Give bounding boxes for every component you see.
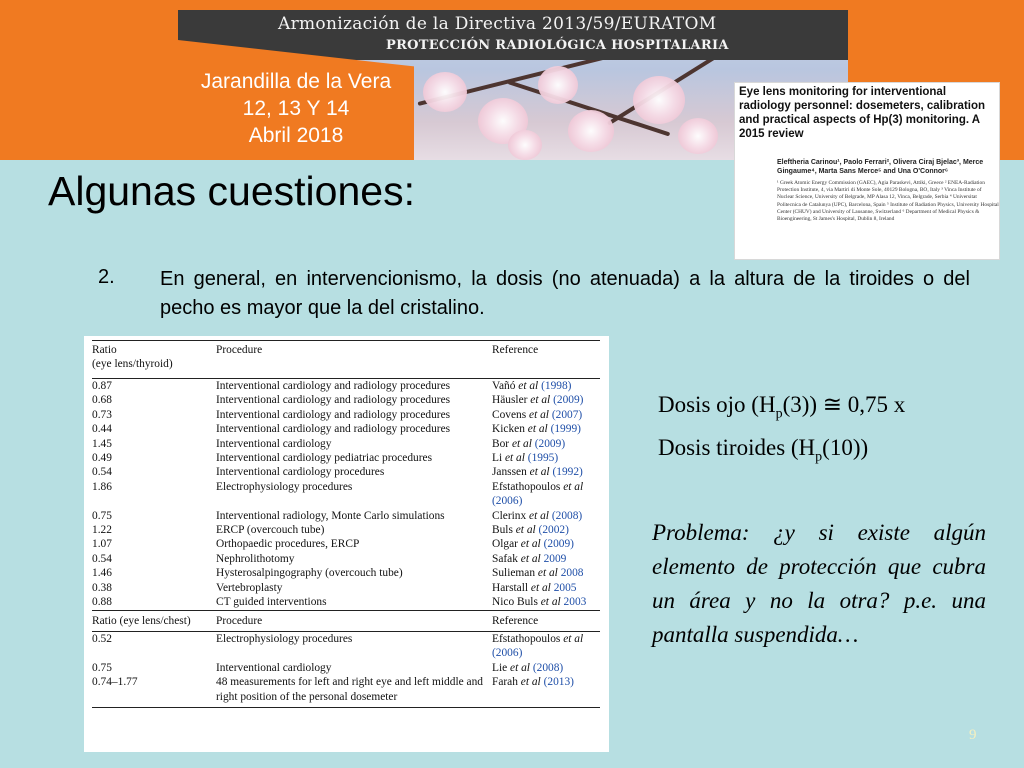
reference-year: (2008) xyxy=(532,661,564,674)
slide-title: Algunas cuestiones: xyxy=(48,168,415,214)
reference-cell xyxy=(492,480,600,509)
table-row xyxy=(92,437,600,451)
procedure-cell: Interventional cardiology and radiology procedures xyxy=(216,394,451,407)
reference-cell xyxy=(492,451,600,465)
reference-authors: Nico Buls xyxy=(492,596,538,609)
table-row xyxy=(92,675,600,707)
ratio-cell: 0.54 xyxy=(92,552,112,565)
reference-header: Reference xyxy=(492,610,600,631)
table-row xyxy=(92,581,600,595)
reference-etal: et al xyxy=(504,452,525,465)
procedure-cell: Interventional radiology, Monte Carlo simulations xyxy=(216,509,445,522)
banner-month: Abril 2018 xyxy=(248,124,344,147)
table-row xyxy=(92,393,600,407)
reference-authors: Olgar xyxy=(492,538,518,551)
point-number: 2. xyxy=(98,266,115,288)
procedure-cell: CT guided interventions xyxy=(216,596,327,609)
ratio-cell: 0.75 xyxy=(92,661,112,674)
reference-year: (1995) xyxy=(527,452,559,465)
ratio-cell: 0.44 xyxy=(92,423,112,436)
table-row xyxy=(92,566,600,580)
reference-cell xyxy=(492,393,600,407)
dose-line-thyroid: Dosis tiroides $(H_p(10))$ xyxy=(658,434,869,465)
reference-year: (1998) xyxy=(541,380,572,392)
procedure-cell: Interventional cardiology and radiology procedures xyxy=(216,408,451,421)
ratio-cell: 0.74–1.77 xyxy=(92,675,216,707)
reference-year: (1999) xyxy=(550,423,581,436)
procedure-cell: Interventional cardiology xyxy=(216,661,332,674)
reference-cell xyxy=(492,437,600,451)
reference-etal: et al xyxy=(529,466,550,479)
paper-thumbnail xyxy=(734,82,1000,260)
reference-cell xyxy=(492,552,600,566)
ratio-cell: 0.49 xyxy=(92,452,112,465)
reference-year: (1992) xyxy=(552,466,583,479)
reference-etal: et al xyxy=(530,394,551,407)
procedure-cell: Electrophysiology procedures xyxy=(216,480,353,493)
table-row xyxy=(92,509,600,523)
reference-etal: et al xyxy=(527,423,548,436)
reference-cell xyxy=(492,537,600,551)
reference-cell xyxy=(492,566,600,580)
reference-cell xyxy=(492,408,600,422)
reference-authors: Vañó xyxy=(492,380,516,392)
reference-year: (2009) xyxy=(553,394,584,407)
reference-year: 2005 xyxy=(553,581,577,594)
reference-etal: et al xyxy=(515,524,536,537)
ratio-chest-header: Ratio (eye lens/chest) xyxy=(92,610,216,631)
ratio-cell: 0.88 xyxy=(92,596,112,609)
ratio-table xyxy=(92,340,600,708)
page-number: 9 xyxy=(969,727,977,743)
table-row xyxy=(92,451,600,465)
chest-rows xyxy=(92,610,600,707)
reference-authors: Efstathopoulos xyxy=(492,480,561,493)
table-row xyxy=(92,552,600,566)
reference-authors: Lie xyxy=(492,661,508,674)
problem-note: Problema: ¿y si existe algún elemento de protección que cubra un área y no la otra? p.e. una pantalla suspendida… xyxy=(652,520,986,647)
reference-header: Reference xyxy=(492,341,600,379)
ratio-cell: 0.52 xyxy=(92,632,112,645)
table-row xyxy=(92,537,600,551)
reference-etal: et al xyxy=(520,552,541,565)
table-row xyxy=(92,379,600,394)
reference-cell xyxy=(492,675,600,707)
reference-cell xyxy=(492,509,600,523)
reference-etal: et al xyxy=(537,567,558,580)
dose-line-eye: Dosis ojo $(H_p(3))$ ≅ 0,75 x xyxy=(658,392,906,422)
banner-location: Jarandilla de la Vera xyxy=(200,70,392,93)
table-row xyxy=(92,523,600,537)
procedure-header: Procedure xyxy=(216,341,492,379)
reference-year: (2002) xyxy=(538,524,569,537)
reference-year: (2009) xyxy=(543,538,574,551)
banner-title: Armonización de la Directiva 2013/59/EURATOM xyxy=(278,14,717,34)
reference-etal: et al xyxy=(529,509,549,522)
reference-etal: et al xyxy=(511,437,532,450)
ratio-cell: 1.46 xyxy=(92,567,112,580)
ratio-cell: 0.54 xyxy=(92,466,112,479)
paper-authors: Eleftheria Carinou¹, Paolo Ferrari², Olivera Ciraj Bjelac³, Merce Gingaume⁴, Marta Sans Merce⁵ and Una O'Connor⁶ xyxy=(777,159,984,175)
reference-year: 2008 xyxy=(560,567,584,580)
reference-etal: et al xyxy=(563,632,584,645)
reference-authors: Farah xyxy=(492,676,518,689)
table-row xyxy=(92,408,600,422)
table-row xyxy=(92,480,600,509)
reference-authors: Bor xyxy=(492,437,510,450)
reference-authors: Efstathopoulos xyxy=(492,632,561,645)
ratio-table-image xyxy=(84,336,609,752)
reference-authors: Safak xyxy=(492,552,518,565)
procedure-cell: Vertebroplasty xyxy=(216,581,283,594)
reference-cell xyxy=(492,422,600,436)
reference-cell xyxy=(492,595,600,610)
reference-cell xyxy=(492,581,600,595)
procedure-cell: Nephrolithotomy xyxy=(216,552,295,565)
reference-authors: Janssen xyxy=(492,466,527,479)
procedure-cell: Interventional cardiology and radiology procedures xyxy=(216,380,451,392)
reference-cell xyxy=(492,465,600,479)
reference-authors: Häusler xyxy=(492,394,528,407)
reference-cell xyxy=(492,661,600,675)
banner-subtitle: PROTECCIÓN RADIOLÓGICA HOSPITALARIA xyxy=(386,38,729,53)
reference-authors: Kicken xyxy=(492,423,525,436)
ratio-cell: 0.38 xyxy=(92,581,112,594)
table-row xyxy=(92,422,600,436)
reference-year: (2006) xyxy=(492,495,523,508)
reference-etal: et al xyxy=(563,480,584,493)
reference-etal: et al xyxy=(520,538,541,551)
paper-affiliations: ¹ Greek Atomic Energy Commission (GAEC), Agia Paraskevi, Attiki, Greece ² ENEA-Radiation Protection Institute, 4, via Martiri di Monte Sole, 40129 Bologna, BO, Italy ³ Vinca Institute of Nuclear Science, University of Belgrade, MP Alasa 12, Vinca, Belgrade, Serbia ⁴ Universitat Politecnica de Catalunya (UPC), Barcelona, Spain ⁵ Institute of Radiation Physics, University Hospital Center (CHUV) and University of Lausanne, Switzerland ⁶ Department of Medical Physics & Bioengineering, St James's Hospital, Dublin 8, Ireland xyxy=(777,180,999,223)
reference-year: 2003 xyxy=(563,596,587,609)
dose-relation xyxy=(658,388,905,473)
reference-etal: et al xyxy=(510,661,530,674)
table-header xyxy=(92,341,600,379)
reference-year: (2007) xyxy=(551,408,583,421)
reference-authors: Clerinx xyxy=(492,509,527,522)
ratio-cell: 0.73 xyxy=(92,408,112,421)
reference-cell xyxy=(492,523,600,537)
procedure-cell: Orthopaedic procedures, ERCP xyxy=(216,538,360,551)
paper-title: Eye lens monitoring for interventional radiology personnel: dosemeters, calibration and practical aspects of Hp(3) monitoring. A 2015 review xyxy=(739,86,986,140)
reference-authors: Li xyxy=(492,452,503,465)
reference-authors: Sulieman xyxy=(492,567,536,580)
table-row xyxy=(92,631,600,660)
banner-days: 12, 13 Y 14 xyxy=(242,97,350,120)
procedure-cell: Interventional cardiology procedures xyxy=(216,466,385,479)
ratio-cell: 0.68 xyxy=(92,394,112,407)
procedure-cell: Hysterosalpingography (overcouch tube) xyxy=(216,567,403,580)
ratio-header: Ratio xyxy=(92,344,117,356)
reference-etal: et al xyxy=(518,380,539,392)
table-row xyxy=(92,465,600,479)
ratio-cell: 1.86 xyxy=(92,480,112,493)
table-header-chest xyxy=(92,610,600,631)
reference-year: 2009 xyxy=(543,552,567,565)
reference-cell xyxy=(492,631,600,660)
reference-etal: et al xyxy=(530,581,551,594)
ratio-cell: 1.07 xyxy=(92,538,112,551)
procedure-cell: Interventional cardiology pediatriac procedures xyxy=(216,452,433,465)
procedure-cell: Interventional cardiology xyxy=(216,437,332,450)
thyroid-rows xyxy=(92,379,600,611)
procedure-cell: ERCP (overcouch tube) xyxy=(216,524,325,537)
reference-year: (2009) xyxy=(534,437,566,450)
reference-authors: Harstall xyxy=(492,581,529,594)
table-row xyxy=(92,661,600,675)
procedure-cell: Interventional cardiology and radiology procedures xyxy=(216,423,451,436)
procedure-cell: 48 measurements for left and right eye and left middle and right position of the personal dosemeter xyxy=(216,675,492,707)
ratio-cell: 0.87 xyxy=(92,380,112,392)
reference-authors: Covens xyxy=(492,408,527,421)
point-text: En general, en intervencionismo, la dosis (no atenuada) a la altura de la tiroides o del pecho es mayor que la del cristalino. xyxy=(160,268,970,319)
ratio-cell: 1.45 xyxy=(92,437,112,450)
reference-year: (2008) xyxy=(551,509,583,522)
reference-etal: et al xyxy=(529,408,549,421)
reference-authors: Buls xyxy=(492,524,513,537)
ratio-cell: 0.75 xyxy=(92,509,112,522)
reference-cell xyxy=(492,379,600,394)
procedure-header: Procedure xyxy=(216,610,492,631)
reference-year: (2013) xyxy=(543,676,574,689)
reference-etal: et al xyxy=(540,596,561,609)
reference-etal: et al xyxy=(520,676,541,689)
ratio-header-sub: (eye lens/thyroid) xyxy=(92,358,173,370)
procedure-cell: Electrophysiology procedures xyxy=(216,632,353,645)
table-row xyxy=(92,595,600,610)
reference-year: (2006) xyxy=(492,647,523,660)
ratio-cell: 1.22 xyxy=(92,524,112,537)
